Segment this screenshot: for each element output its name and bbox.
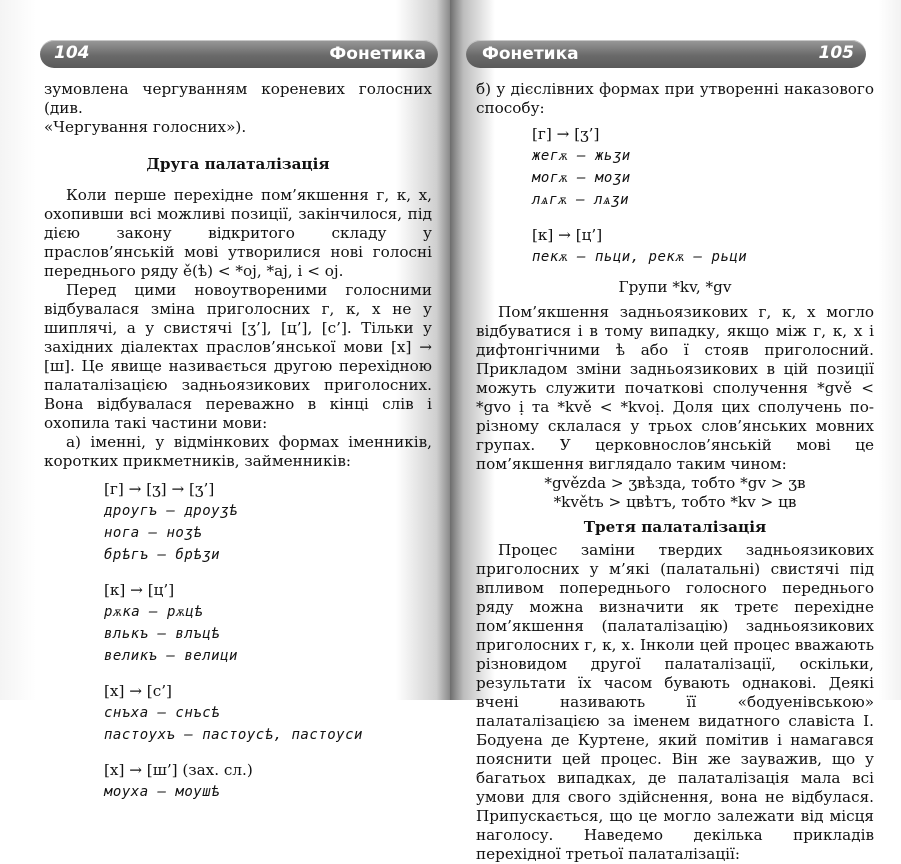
- heading-third-palatalization: Третя палаталізація: [583, 518, 767, 536]
- example-line: моуха – моушѣ: [104, 784, 221, 800]
- example-line: дроугъ – дроуӡѣ: [104, 503, 238, 519]
- left-page-header: [40, 40, 438, 68]
- example-line: пастоухъ – пастоусѣ, пастоуси: [104, 727, 363, 743]
- sound-rule: [к] → [ц’]: [532, 226, 603, 244]
- paragraph: Процес заміни твердих задньоязикових приголосних у м’які (палатальні) свистячі під впливом попереднього голосного переднього ряду можна визначити як третє перехідне пом’якшення (палаталізацію) задньоязикових приголосних г, к, х. Інколи цей процес вважають різновидом другої палаталізації, оскільки, результати їх часом бувають однакові. Деякі вчені називають її «бодуенівською» палаталізацією за іменем видатного славіста І. Бодуена де Куртене, який помітив і намагався пояснити цей процес. Він же зауважив, що у багатьох випадках, де палаталізація мала всі умови для свого здійснення, вона не відбулася. Припускається, що це могло залежати від місця наголосу. Наведемо декілька прикладів перехідної третьої палаталізації:: [476, 541, 874, 863]
- left-page-body: [44, 80, 432, 803]
- page-number: 104: [54, 43, 90, 63]
- example-line: влькъ – влъцѣ: [104, 626, 221, 642]
- example-line: пекѫ – пьци, рекѫ – рьци: [532, 249, 748, 265]
- paragraph: а) іменні, у відмінкових формах іменників, коротких прикметників, займенників:: [44, 433, 432, 470]
- paragraph: б) у дієслівних формах при утворенні наказового способу:: [476, 80, 874, 117]
- paragraph: Коли перше перехідне пом’якшення г, к, х, охопивши всі можливі позиції, закінчилося, під дією закону відкритого складу у праслов’янській мові утворилися нові голосні переднього ряду ě(ѣ) < *oj, *aj, i < oj.: [44, 186, 432, 280]
- section-title: Фонетика: [482, 44, 579, 64]
- example-line: могѫ – моӡи: [532, 170, 631, 186]
- subheading-kv-gv: Групи *kv, *gv: [618, 278, 732, 296]
- right-page: [450, 0, 901, 863]
- sound-rule: [к] → [ц’]: [104, 581, 175, 599]
- example-line: нога – ноӡѣ: [104, 525, 203, 541]
- intro-line: зумовлена чергуванням кореневих голосних (див.: [44, 80, 432, 117]
- right-page-header: [466, 40, 866, 68]
- sound-rule: [г] → [ӡ’]: [532, 125, 600, 143]
- heading-second-palatalization: Друга палаталізація: [146, 155, 330, 173]
- page-number: 105: [818, 43, 854, 63]
- paragraph: Пом’якшення задньоязикових г, к, х могло відбуватися і в тому випадку, якщо між г, к, х і дифтонгічними ѣ або ї стояв приголосний. Прикладом зміни задньоязикових в цій позиції можуть служити початкові сполучення *gvě < *gvo ị та *kvě < *kvoị. Доля цих сполучень по-різному склалася у трьох слов’янських мовних групах. У церковнослов’янській мові це пом’якшення виглядало таким чином:: [476, 303, 874, 473]
- formula-line: *květъ > цвѣтъ, тобто *kv > цв: [553, 493, 797, 511]
- example-line: великъ – велици: [104, 648, 238, 664]
- right-page-body: [476, 80, 874, 864]
- example-line: лѧгѫ – лѧӡи: [532, 192, 630, 208]
- example-line: брѣгъ – брѣӡи: [104, 547, 221, 563]
- example-block: [44, 479, 432, 803]
- left-page: [0, 0, 450, 800]
- section-title: Фонетика: [329, 44, 426, 64]
- example-line: жегѫ – жьӡи: [532, 148, 631, 164]
- sound-rule: [х] → [с’]: [104, 682, 172, 700]
- example-line: рѫка – рѫцѣ: [104, 604, 204, 620]
- paragraph: Перед цими новоутвореними голосними відбувалася зміна приголосних г, к, х не у шиплячі, а у свистячі [ӡ’], [ц’], [с’]. Тільки у західних діалектах праслов’янської мови [х] → [ш]. Це явище називається другою перехідною палаталізацією задньоязикових приголосних. Вона відбувалася переважно в кінці слів і охопила такі частини мови:: [44, 281, 432, 432]
- formula-line: *gvězda > ӡвѣзда, тобто *gv > ӡв: [544, 474, 806, 492]
- sound-rule: [х] → [ш’] (зах. сл.): [104, 761, 253, 779]
- example-line: снъха – снъсѣ: [104, 705, 221, 721]
- intro-line: «Чергування голосних»).: [44, 118, 247, 136]
- sound-rule: [г] → [ӡ] → [ӡ’]: [104, 480, 215, 498]
- example-block: [476, 124, 874, 268]
